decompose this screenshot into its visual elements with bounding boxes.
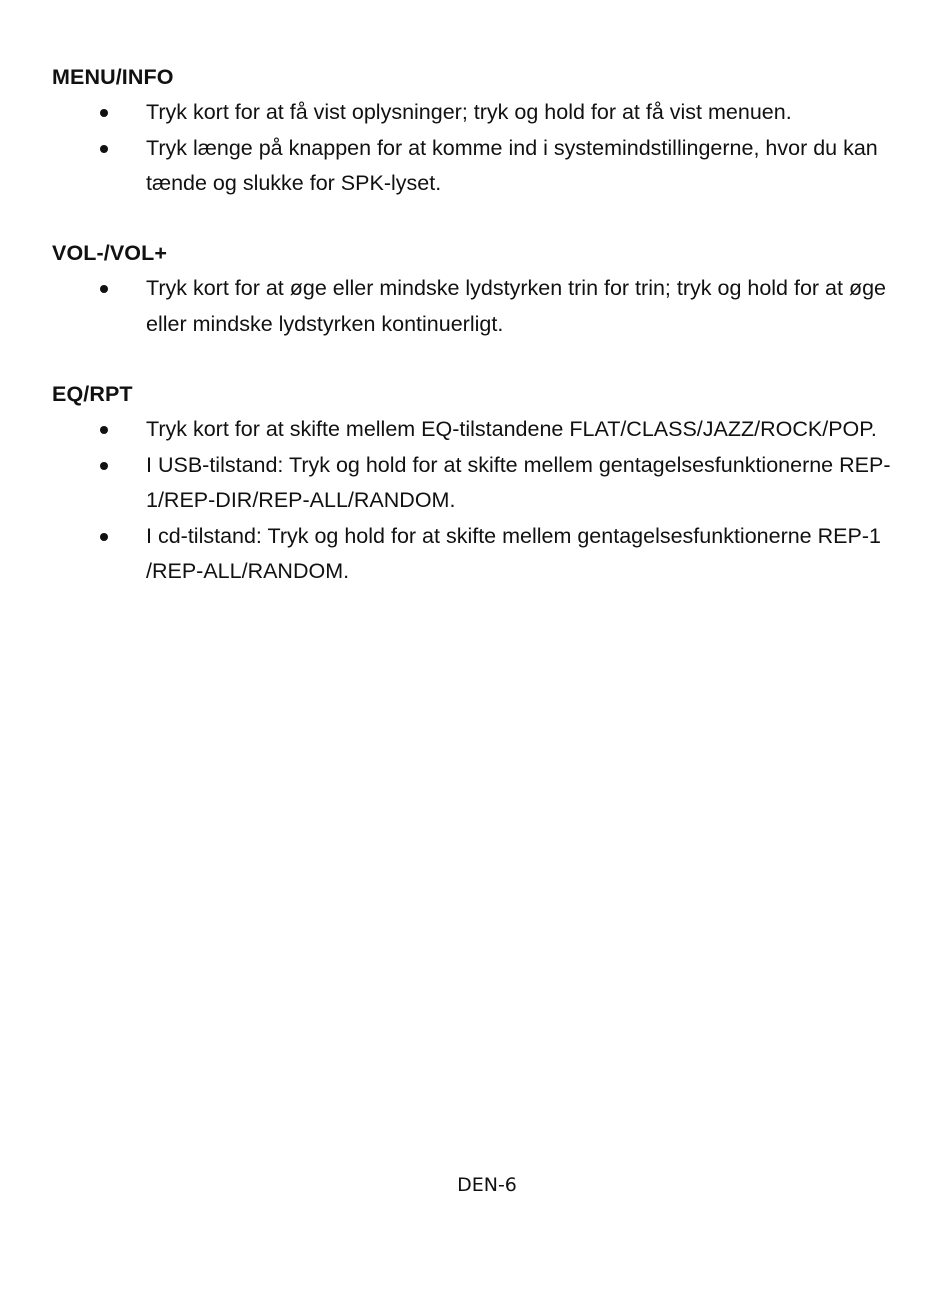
list-item-text: I cd-tilstand: Tryk og hold for at skifte mellem gentagelsesfunktionerne REP-1 /REP-ALL/RANDOM. [146,523,881,583]
section-eq-rpt [52,377,912,590]
bullet-icon [100,426,108,434]
list-item-text: I USB-tilstand: Tryk og hold for at skifte mellem gentagelsesfunktionerne REP-1/REP-DIR/REP-ALL/RANDOM. [146,452,891,512]
list-item [52,519,912,590]
page-number: DEN-6 [457,1174,517,1196]
bullet-icon [100,109,108,117]
section-heading: EQ/RPT [52,382,133,406]
bullet-icon [100,145,108,153]
list-item [52,271,912,342]
list-item-text: Tryk kort for at få vist oplysninger; tryk og hold for at få vist menuen. [146,100,792,124]
list-item-text: Tryk længe på knappen for at komme ind i systemindstillingerne, hvor du kan tænde og slukke for SPK-lyset. [146,135,878,195]
list-item-text: Tryk kort for at øge eller mindske lydstyrken trin for trin; tryk og hold for at øge eller mindske lydstyrken kontinuerligt. [146,276,887,336]
bullet-icon [100,285,108,293]
page-footer [0,1172,950,1198]
list-item [52,131,912,202]
bullet-list [52,95,912,202]
list-item-text: Tryk kort for at skifte mellem EQ-tilstandene FLAT/CLASS/JAZZ/ROCK/POP. [146,417,877,441]
section-heading: MENU/INFO [52,65,174,89]
bullet-icon [100,533,108,541]
section-menu-info [52,60,912,202]
section-volume [52,236,912,342]
list-item [52,448,912,519]
list-item [52,412,912,448]
section-heading: VOL-/VOL+ [52,241,167,265]
bullet-icon [100,462,108,470]
bullet-list [52,271,912,342]
bullet-list [52,412,912,590]
list-item [52,95,912,131]
